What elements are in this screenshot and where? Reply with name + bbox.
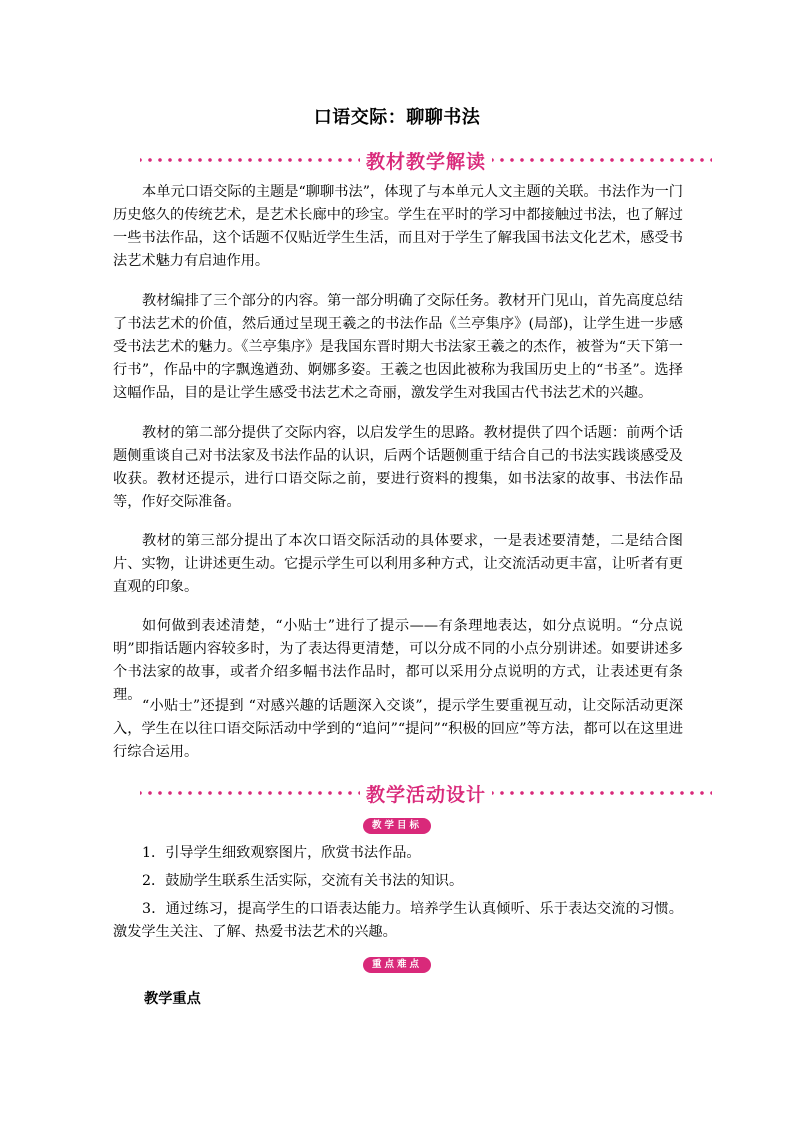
paragraph: 教材编排了三个部分的内容。第一部分明确了交际任务。教材开门见山，首先高度总结了书法艺术的价值，然后通过呈现王羲之的书法作品《兰亭集序》(局部)，让学生进一步感受书法艺术的魅力。《兰亭集序》是我国东晋时期大书法家王羲之的杰作，被誉为“天下第一行书”，作品中的字飘逸遒劲、婀娜多姿。王羲之也因此被称为我国历史上的“书圣”。选择这幅作品，目的是让学生感受书法艺术之奇丽，激发学生对我国古代书法艺术的兴趣。 <box>113 293 683 401</box>
paragraph: 如何做到表述清楚，“小贴士”进行了提示——有条理地表达，如分点说明。“分点说明”即指话题内容较多时，为了表达得更清楚，可以分成不同的小点分别讲述。如要讲述多个书法家的故事，或者介绍多幅书法作品时，都可以采用分点说明的方式，让表述更有条理。 <box>113 618 683 703</box>
badge-label: 重点难点 <box>363 957 431 973</box>
page-title: 口语交际：聊聊书法 <box>313 107 481 128</box>
dotted-line-left <box>140 791 360 795</box>
dotted-line-right <box>492 158 712 162</box>
paragraph: 教材的第二部分提供了交际内容，以启发学生的思路。教材提供了四个话题：前两个话题侧重谈自己对书法家及书法作品的认识，后两个话题侧重于结合自己的书法实践谈感受及收获。教材还提示，进行口语交际之前，要进行资料的搜集，如书法家的故事、书法作品等，作好交际准备。 <box>113 425 683 510</box>
badge-key-points <box>0 957 794 973</box>
badge-teaching-goals <box>0 818 794 834</box>
dotted-line-left <box>140 158 360 162</box>
dotted-line-right <box>492 791 712 795</box>
section-banner-activity-design <box>140 780 712 806</box>
paragraph: 本单元口语交际的主题是“聊聊书法”，体现了与本单元人文主题的关联。书法作为一门历史悠久的传统艺术，是艺术长廊中的珍宝。学生在平时的学习中都接触过书法，也了解过一些书法作品，这个话题不仅贴近学生生活，而且对于学生了解我国书法文化艺术，感受书法艺术魅力有启迪作用。 <box>113 184 683 269</box>
section-banner-label: 教学活动设计 <box>366 783 487 806</box>
paragraph: “小贴士”还提到 “对感兴趣的话题深入交谈”，提示学生要重视互动，让交际活动更深入，学生在以往口语交际活动中学到的“追问”“提问”“积极的回应”等方法，都可以在这里进行综合运用。 <box>113 698 683 760</box>
section-banner-textbook-interpretation <box>140 147 712 173</box>
list-item: 2．鼓励学生联系生活实际，交流有关书法的知识。 <box>142 873 464 889</box>
paragraph: 教材的第三部分提出了本次口语交际活动的具体要求，一是表述要清楚，二是结合图片、实物，让讲述更生动。它提示学生可以利用多种方式，让交流活动更丰富，让听者有更直观的印象。 <box>113 533 683 595</box>
list-item: 1．引导学生细致观察图片，欣赏书法作品。 <box>142 845 421 861</box>
section-banner-label: 教材教学解读 <box>366 150 487 173</box>
subheading-teaching-focus: 教学重点 <box>144 991 201 1007</box>
list-item: 3．通过练习，提高学生的口语表达能力。培养学生认真倾听、乐于表达交流的习惯。激发学生关注、了解、热爱书法艺术的兴趣。 <box>113 901 683 940</box>
badge-label: 教学目标 <box>363 818 431 834</box>
